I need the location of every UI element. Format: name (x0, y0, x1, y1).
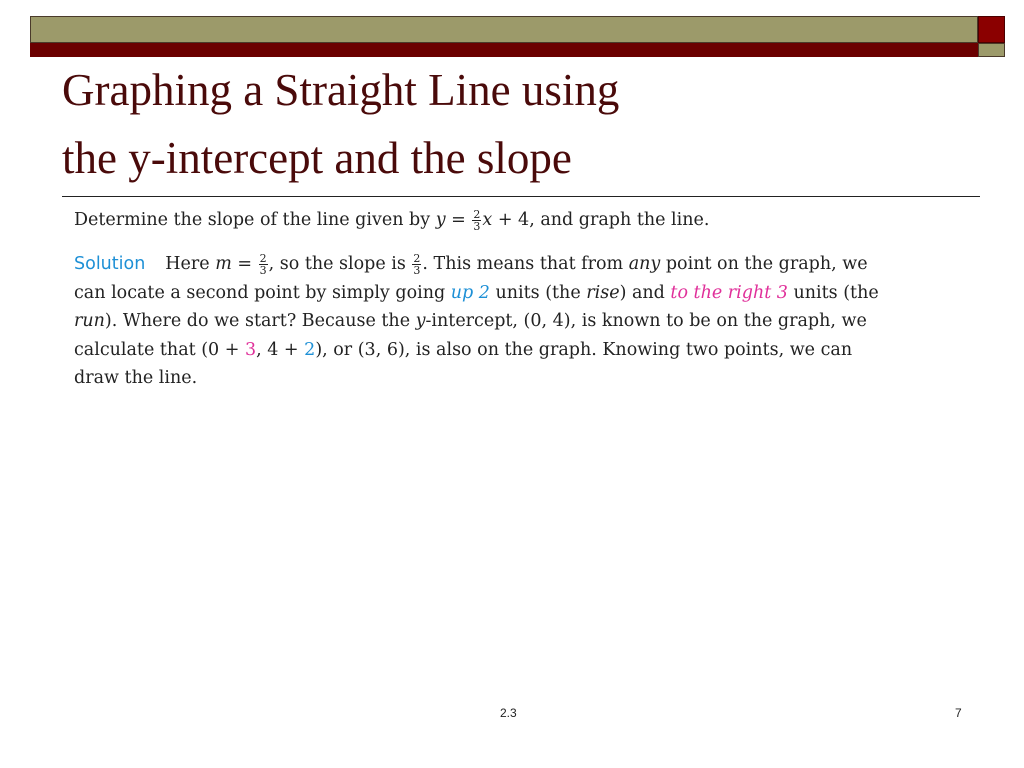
solution-text-4: . This means that from (422, 254, 629, 274)
solution-text-7: ) and (619, 282, 671, 303)
fraction-numerator: 2 (259, 252, 267, 265)
solution-var-m: m (215, 254, 232, 274)
solution-to-the-right-3: to the right 3 (670, 282, 788, 303)
solution-text-12: ), or (3, 6), is also on the graph. Knowing two points, we can draw the line. (74, 339, 853, 388)
solution-word-rise: rise (586, 282, 620, 303)
solution-text-5: point on the graph, we can locate a second point by simply going (74, 254, 868, 303)
solution-text-1: Here (165, 254, 216, 274)
footer-section-number: 2.3 (500, 706, 517, 720)
solution-paragraph (74, 250, 890, 393)
solution-text-3: , so the slope is (268, 254, 412, 274)
fraction-numerator: 2 (473, 208, 481, 221)
corner-block-olive (978, 43, 1005, 57)
corner-block-red (978, 16, 1005, 43)
title-line-1: Graphing a Straight Line using (62, 65, 620, 115)
solution-word-run: run (74, 311, 105, 331)
fraction-numerator: 2 (413, 252, 421, 265)
solution-text-9: ). Where do we start? Because the (104, 311, 416, 331)
solution-fraction-1 (259, 253, 268, 276)
solution-text-6: units (the (489, 282, 587, 303)
fraction-denominator: 3 (413, 264, 421, 277)
solution-three: 3 (244, 339, 257, 360)
title-divider (62, 196, 980, 197)
problem-equals: = (445, 210, 472, 230)
solution-text-8: units (the (787, 282, 879, 303)
solution-word-any: any (628, 254, 661, 274)
solution-var-y: y (415, 311, 426, 331)
slide-title (62, 56, 962, 192)
problem-statement (74, 206, 894, 234)
solution-text-11: , 4 + (256, 339, 305, 360)
header-band (30, 16, 978, 43)
footer-page-number: 7 (955, 706, 962, 720)
problem-var-y: y (435, 210, 446, 230)
fraction-denominator: 3 (259, 264, 267, 277)
problem-fraction (472, 209, 481, 232)
header-stripe (30, 43, 978, 57)
problem-text-2: + 4, and graph the line. (492, 210, 710, 230)
title-line-2: the y-intercept and the slope (62, 133, 572, 183)
solution-up-2: up 2 (450, 282, 490, 303)
solution-label: Solution (74, 254, 146, 274)
problem-var-x: x (482, 210, 493, 230)
solution-text-10: -intercept, (0, 4), is known to be on the graph, we calculate that (0 + (74, 311, 867, 360)
problem-text-1: Determine the slope of the line given by (74, 210, 436, 230)
solution-equals: = (231, 254, 258, 274)
solution-fraction-2 (412, 253, 421, 276)
fraction-denominator: 3 (473, 220, 481, 233)
solution-two: 2 (304, 339, 316, 360)
